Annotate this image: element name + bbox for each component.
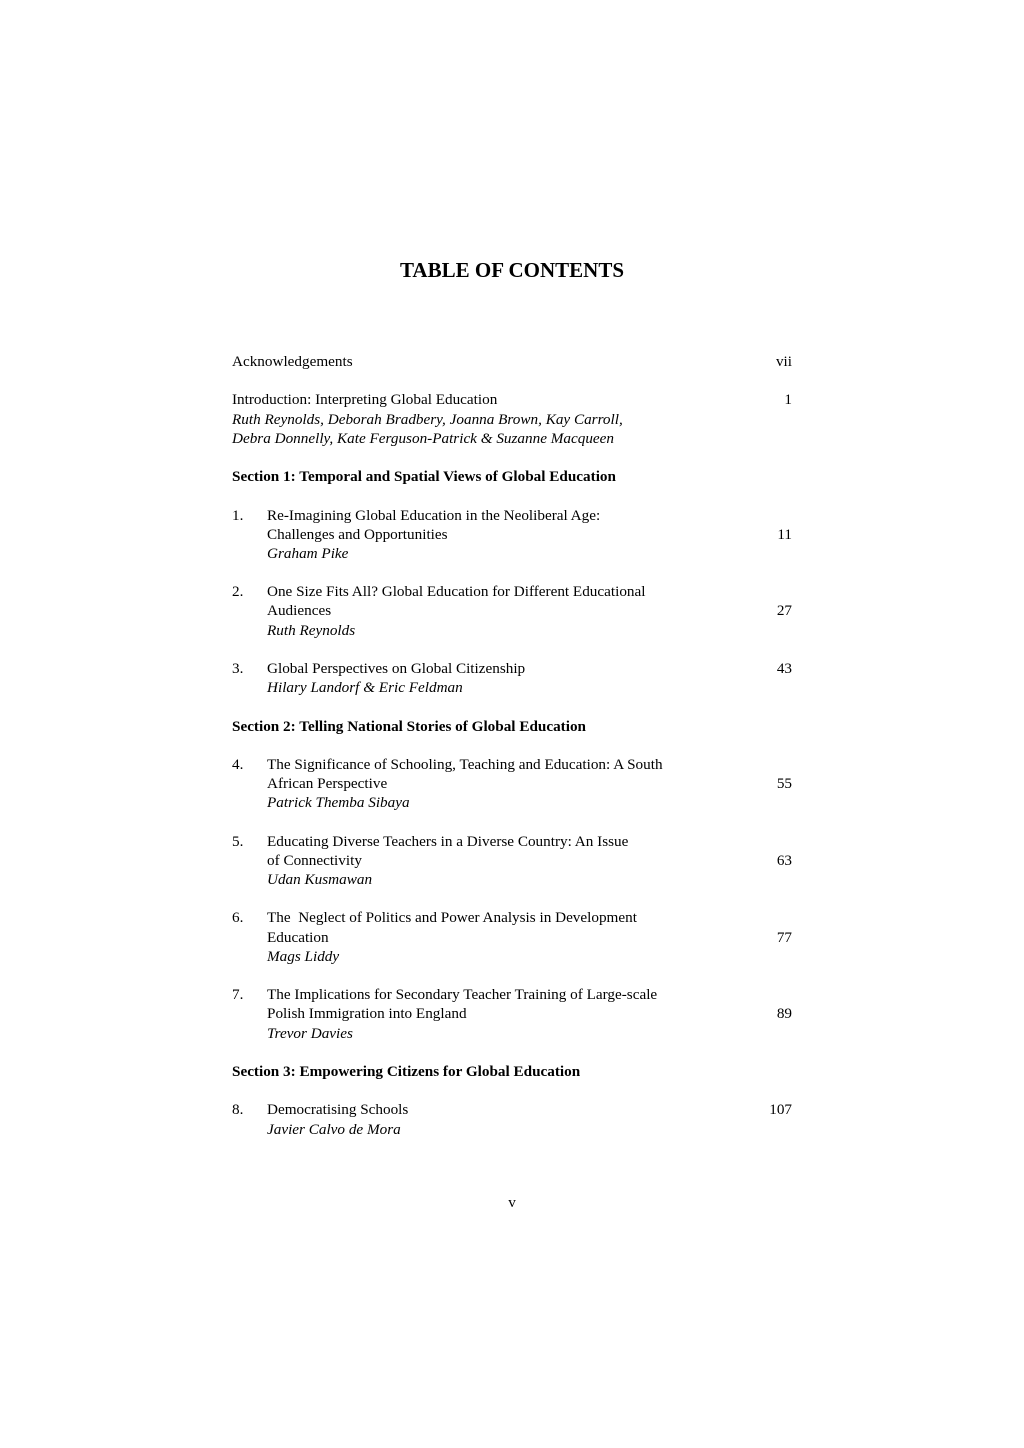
chapter-number: 4. bbox=[232, 755, 244, 773]
toc-entry-chapter-4[interactable] bbox=[232, 755, 792, 813]
toc-entry-chapter-7[interactable] bbox=[232, 985, 792, 1043]
toc-entry-chapter-1[interactable] bbox=[232, 506, 792, 564]
entry-page-number: 55 bbox=[776, 775, 792, 793]
chapter-title-line: The Significance of Schooling, Teaching and Education: A South bbox=[267, 755, 663, 773]
entry-authors: Debra Donnelly, Kate Ferguson-Patrick & Suzanne Macqueen bbox=[232, 429, 614, 447]
entry-title: Introduction: Interpreting Global Education bbox=[232, 391, 498, 409]
toc-entry-chapter-3[interactable] bbox=[232, 659, 792, 697]
toc-list bbox=[232, 352, 792, 1139]
chapter-title-line: Education bbox=[267, 928, 329, 946]
chapter-title-line: Educating Diverse Teachers in a Diverse Country: An Issue bbox=[267, 832, 629, 850]
chapter-author: Hilary Landorf & Eric Feldman bbox=[267, 679, 463, 697]
page-folio: v bbox=[508, 1194, 516, 1211]
chapter-title-line: Polish Immigration into England bbox=[267, 1005, 467, 1023]
chapter-author: Patrick Themba Sibaya bbox=[267, 794, 410, 812]
chapter-title-line: African Perspective bbox=[267, 775, 388, 793]
chapter-number: 7. bbox=[232, 986, 244, 1004]
chapter-author: Trevor Davies bbox=[267, 1024, 353, 1042]
entry-page-number: 11 bbox=[777, 525, 792, 543]
entry-page-number: 63 bbox=[776, 851, 792, 869]
chapter-title-line: Democratising Schools bbox=[267, 1101, 409, 1119]
entry-page-number: 107 bbox=[769, 1101, 792, 1119]
toc-entry-chapter-5[interactable] bbox=[232, 832, 792, 890]
chapter-title-line: The Implications for Secondary Teacher Training of Large-scale bbox=[267, 986, 658, 1004]
chapter-author: Javier Calvo de Mora bbox=[267, 1120, 401, 1138]
toc-entry-introduction[interactable] bbox=[232, 390, 792, 409]
chapter-title-line: Re-Imagining Global Education in the Neoliberal Age: bbox=[267, 506, 601, 524]
chapter-author: Mags Liddy bbox=[267, 947, 340, 965]
chapter-author: Ruth Reynolds bbox=[267, 621, 356, 639]
entry-authors: Ruth Reynolds, Deborah Bradbery, Joanna Brown, Kay Carroll, bbox=[232, 410, 623, 428]
entry-page-number: vii bbox=[775, 353, 792, 370]
page-title: TABLE OF CONTENTS bbox=[399, 258, 625, 282]
entry-title: Acknowledgements bbox=[232, 353, 353, 370]
toc-entry-chapter-2[interactable] bbox=[232, 582, 792, 640]
chapter-title-line: The Neglect of Politics and Power Analysis in Development bbox=[267, 909, 637, 927]
chapter-title-line: Global Perspectives on Global Citizenship bbox=[267, 660, 526, 677]
section-heading-1: Section 1: Temporal and Spatial Views of Global Education bbox=[232, 468, 616, 486]
chapter-number: 6. bbox=[232, 909, 244, 927]
chapter-title-line: One Size Fits All? Global Education for Different Educational bbox=[267, 583, 646, 601]
section-heading-2: Section 2: Telling National Stories of Global Education bbox=[232, 717, 586, 735]
chapter-author: Udan Kusmawan bbox=[267, 871, 373, 889]
entry-page-number: 1 bbox=[784, 391, 792, 409]
chapter-number: 5. bbox=[232, 832, 244, 850]
chapter-author: Graham Pike bbox=[267, 544, 349, 562]
chapter-title-line: of Connectivity bbox=[267, 851, 362, 869]
chapter-title-line: Audiences bbox=[267, 602, 332, 620]
toc-entry-chapter-6[interactable] bbox=[232, 908, 792, 966]
entry-page-number: 89 bbox=[776, 1005, 792, 1023]
chapter-number: 1. bbox=[232, 506, 244, 524]
toc-entry-acknowledgements[interactable] bbox=[232, 352, 792, 371]
entry-page-number: 77 bbox=[776, 928, 792, 946]
chapter-number: 8. bbox=[232, 1101, 244, 1119]
section-heading-3: Section 3: Empowering Citizens for Global Education bbox=[232, 1062, 581, 1080]
entry-page-number: 27 bbox=[776, 602, 792, 620]
chapter-title-line: Challenges and Opportunities bbox=[267, 525, 448, 543]
toc-entry-chapter-8[interactable] bbox=[232, 1100, 792, 1138]
entry-page-number: 43 bbox=[776, 660, 792, 677]
chapter-number: 3. bbox=[232, 660, 244, 677]
chapter-number: 2. bbox=[232, 583, 244, 601]
